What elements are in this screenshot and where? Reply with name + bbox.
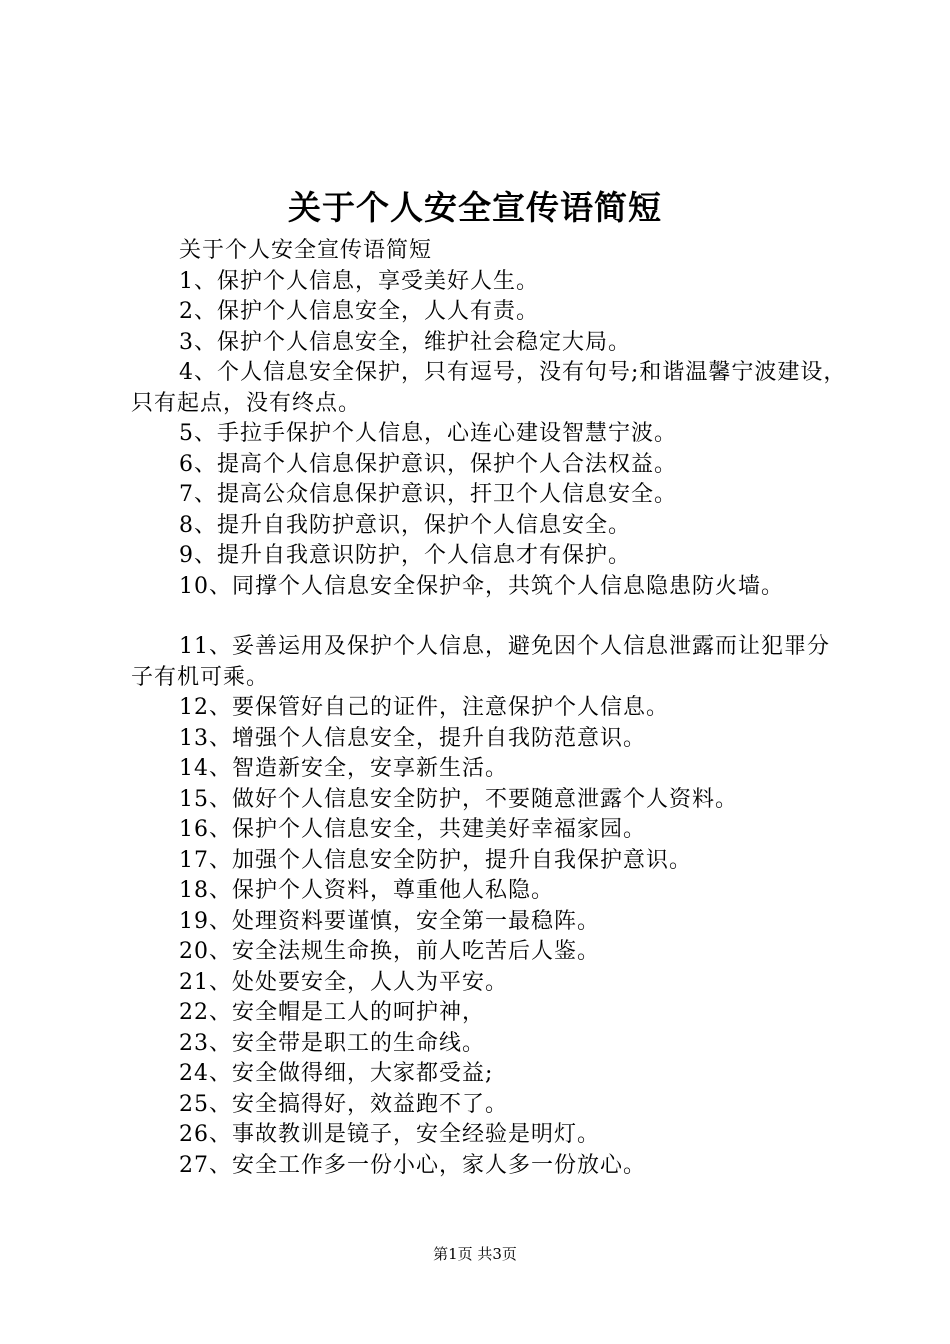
slogan-item: 6、提高个人信息保护意识，保护个人合法权益。 (179, 451, 677, 477)
paragraph-heading: 关于个人安全宣传语简短 (179, 238, 433, 263)
slogan-item: 11、妥善运用及保护个人信息，避免因个人信息泄露而让犯罪分子有机可乘。 (131, 634, 830, 690)
slogan-item: 5、手拉手保护个人信息，心连心建设智慧宁波。 (179, 421, 677, 446)
slogan-item: 23、安全带是职工的生命线。 (179, 1030, 485, 1056)
slogan-item: 22、安全帽是工人的呵护神， (179, 1000, 485, 1025)
slogan-item: 19、处理资料要谨慎，安全第一最稳阵。 (179, 908, 600, 934)
slogan-item: 25、安全搞得好，效益跑不了。 (179, 1091, 508, 1117)
slogan-item: 15、做好个人信息安全防护，不要随意泄露个人资料。 (179, 786, 738, 812)
slogan-item: 17、加强个人信息安全防护，提升自我保护意识。 (179, 847, 692, 873)
slogan-item: 8、提升自我防护意识，保护个人信息安全。 (179, 512, 631, 538)
slogan-item: 13、增强个人信息安全，提升自我防范意识。 (179, 725, 646, 751)
slogan-item: 18、保护个人资料，尊重他人私隐。 (179, 878, 554, 903)
slogan-item: 26、事故教训是镜子，安全经验是明灯。 (179, 1122, 600, 1147)
slogan-item: 7、提高公众信息保护意识，扞卫个人信息安全。 (179, 482, 677, 507)
slogan-item: 3、保护个人信息安全，维护社会稳定大局。 (179, 329, 631, 355)
page-number-footer: 第1页 共3页 (433, 1245, 517, 1263)
slogan-item: 24、安全做得细，大家都受益; (179, 1061, 494, 1086)
slogan-item: 16、保护个人信息安全，共建美好幸福家园。 (179, 817, 646, 842)
slogan-item: 9、提升自我意识防护，个人信息才有保护。 (179, 543, 631, 568)
document-title: 关于个人安全宣传语简短 (288, 188, 662, 227)
slogan-item: 20、安全法规生命换，前人吃苦后人鉴。 (179, 939, 600, 964)
slogan-item: 12、要保管好自己的证件，注意保护个人信息。 (179, 695, 669, 720)
slogan-item: 1、保护个人信息，享受美好人生。 (179, 268, 539, 294)
slogan-item: 4、个人信息安全保护，只有逗号，没有句号;和谐温馨宁波建设，只有起点，没有终点。 (131, 360, 847, 416)
slogan-item: 2、保护个人信息安全，人人有责。 (179, 299, 539, 324)
slogan-item: 21、处处要安全，人人为平安。 (179, 969, 508, 995)
slogan-item: 14、智造新安全，安享新生活。 (179, 756, 508, 781)
document-body (131, 236, 851, 1181)
slogan-item: 27、安全工作多一份小心，家人多一份放心。 (179, 1152, 646, 1178)
slogan-item: 10、同撑个人信息安全保护伞，共筑个人信息隐患防火墙。 (179, 573, 784, 599)
